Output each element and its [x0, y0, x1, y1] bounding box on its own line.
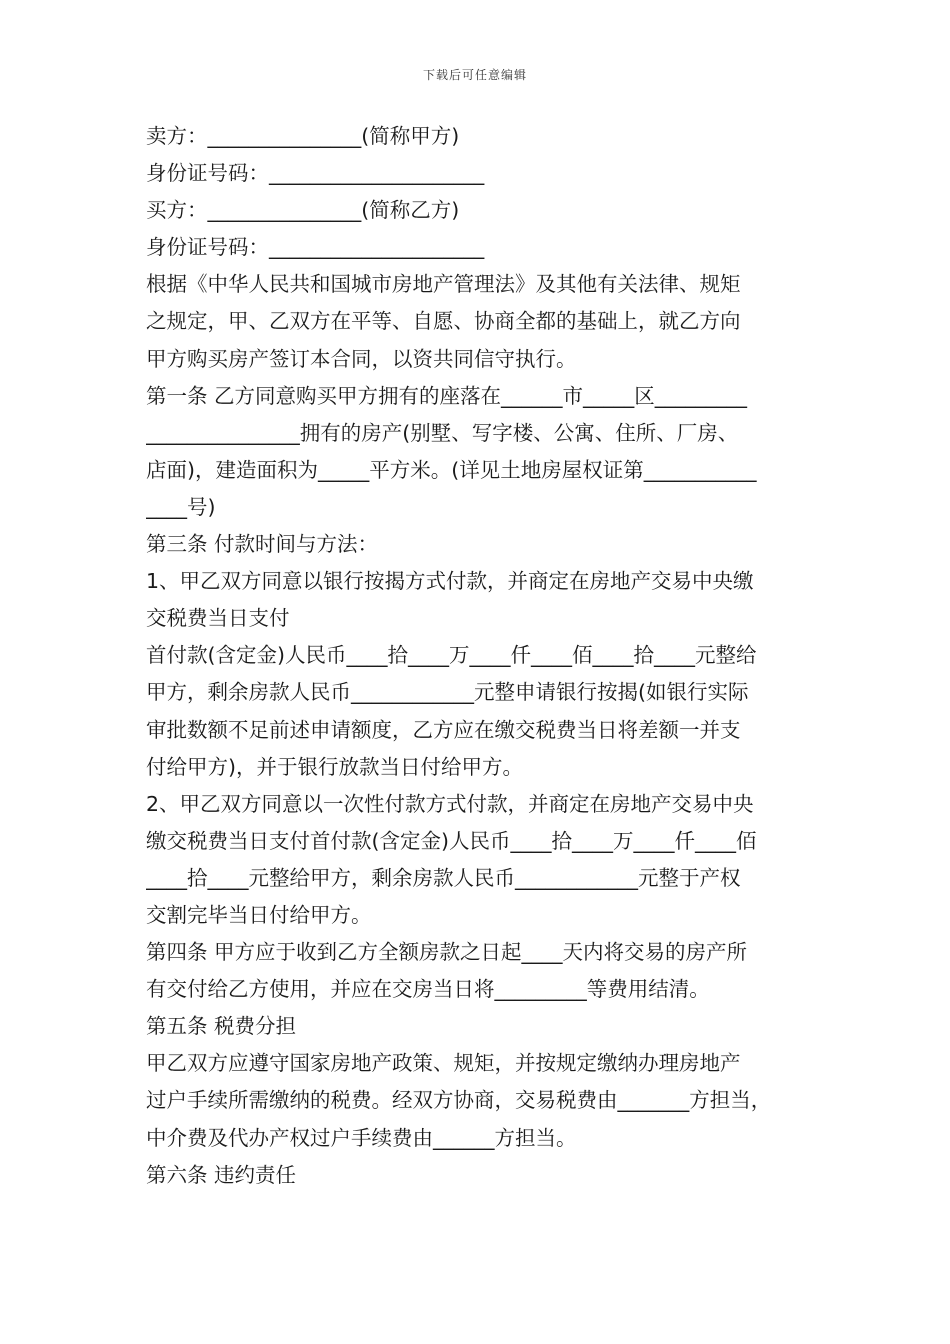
preamble-line: 之规定，甲、乙双方在平等、自愿、协商全都的基础上，就乙方向: [146, 309, 741, 334]
contract-body: [146, 118, 816, 1194]
article-3-clause-2-line: ____拾____元整给甲方，剩余房款人民币____________元整于产权: [146, 865, 741, 890]
article-3-clause-1-line: 付给甲方)，并于银行放款当日付给甲方。: [146, 754, 523, 779]
article-4-line: 第四条 甲方应于收到乙方全额房款之日起____天内将交易的房产所: [146, 940, 748, 965]
seller-id-line: 身份证号码：_____________________: [146, 161, 485, 186]
article-1-line: 店面)，建造面积为_____平方米。(详见土地房屋权证第___________: [146, 457, 757, 482]
buyer-id-line: 身份证号码：_____________________: [146, 235, 485, 260]
article-5-line: 中介费及代办产权过户手续费由______方担当。: [146, 1125, 577, 1150]
article-3-clause-2-line: 缴交税费当日支付首付款(含定金)人民币____拾____万____仟____佰: [146, 828, 757, 853]
article-1-line: ____号): [146, 494, 216, 519]
article-1-line: _______________拥有的房产(别墅、写字楼、公寓、住所、厂房、: [146, 420, 739, 445]
article-3-clause-1-line: 交税费当日支付: [146, 606, 290, 631]
article-3-clause-2-line: 交割完毕当日付给甲方。: [146, 902, 372, 927]
preamble-line: 根据《中华人民共和国城市房地产管理法》及其他有关法律、规矩: [146, 272, 741, 297]
article-3-clause-1-line: 甲方，剩余房款人民币____________元整申请银行按揭(如银行实际: [146, 680, 749, 705]
article-3-clause-1-line: 审批数额不足前述申请额度，乙方应在缴交税费当日将差额一并支: [146, 717, 741, 742]
article-5-line: 甲乙双方应遵守国家房地产政策、规矩，并按规定缴纳办理房地产: [146, 1051, 741, 1076]
seller-name-line: 卖方：_______________(简称甲方): [146, 124, 460, 148]
article-5-heading: 第五条 税费分担: [146, 1014, 297, 1039]
article-6-heading: 第六条 违约责任: [146, 1162, 297, 1187]
article-3-heading: 第三条 付款时间与方法：: [146, 532, 379, 557]
article-4-line: 有交付给乙方使用，并应在交房当日将_________等费用结清。: [146, 977, 710, 1002]
article-3-clause-2-line: 2、甲乙双方同意以一次性付款方式付款，并商定在房地产交易中央: [146, 791, 754, 816]
page-header-note: 下载后可任意编辑: [422, 68, 527, 82]
article-3-clause-1-line: 1、甲乙双方同意以银行按揭方式付款，并商定在房地产交易中央缴: [146, 569, 754, 594]
article-5-line: 过户手续所需缴纳的税费。经双方协商，交易税费由_______方担当，: [146, 1088, 772, 1113]
preamble-line: 甲方购买房产签订本合同，以资共同信守执行。: [146, 346, 577, 371]
article-3-clause-1-line: 首付款(含定金)人民币____拾____万____仟____佰____拾____元整给: [146, 643, 757, 668]
buyer-name-line: 买方：_______________(简称乙方): [146, 198, 460, 223]
article-1-line: 第一条 乙方同意购买甲方拥有的座落在______市_____区_________: [146, 383, 748, 408]
